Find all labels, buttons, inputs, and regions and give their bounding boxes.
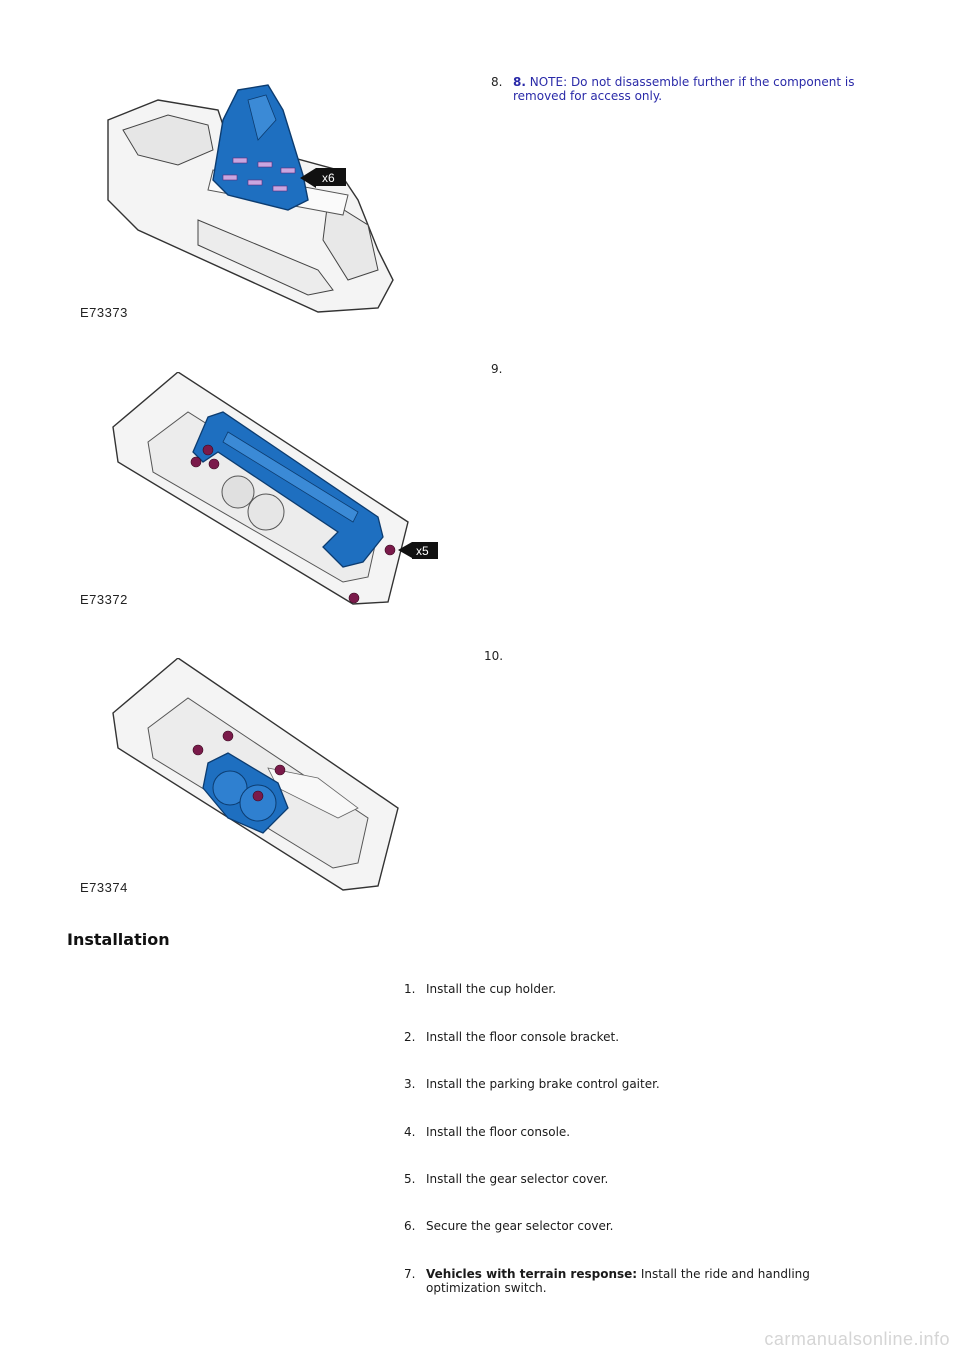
item-number: 2. xyxy=(404,1030,416,1044)
item-text: Install the parking brake control gaiter. xyxy=(426,1077,660,1091)
figure-code: E73374 xyxy=(80,880,128,895)
figure-e73374 xyxy=(78,658,438,893)
item-number: 4. xyxy=(404,1125,416,1139)
item-text: Install the floor console bracket. xyxy=(426,1030,620,1044)
item-condition: Vehicles with terrain response: xyxy=(426,1267,638,1281)
figure-e73373 xyxy=(78,80,438,320)
item-text: Secure the gear selector cover. xyxy=(426,1219,614,1233)
item-instruction: Install the ride and handling optimization switch. xyxy=(426,1267,810,1295)
item-text: Install the floor console. xyxy=(426,1125,571,1139)
step-number: 9. xyxy=(491,362,503,376)
step-number: 8. xyxy=(491,75,503,89)
note-text: NOTE: Do not disassemble further if the component is removed for access only. xyxy=(513,75,855,103)
step-8-note xyxy=(513,75,883,103)
callout-x6: x6 xyxy=(322,171,335,185)
item-number: 7. xyxy=(404,1267,416,1281)
item-number: 5. xyxy=(404,1172,416,1186)
item-number: 3. xyxy=(404,1077,416,1091)
item-number: 6. xyxy=(404,1219,416,1233)
figure-code: E73372 xyxy=(80,592,128,607)
step-number: 10. xyxy=(484,649,504,663)
figure-code: E73373 xyxy=(80,305,128,320)
watermark: carmanualsonline.info xyxy=(764,1329,950,1349)
item-text: Install the gear selector cover. xyxy=(426,1172,609,1186)
figure-e73372 xyxy=(78,372,438,607)
item-number: 1. xyxy=(404,982,416,996)
step-label: 8. xyxy=(513,75,526,89)
section-title: Installation xyxy=(67,930,170,949)
callout-x5: x5 xyxy=(416,544,429,558)
item-text xyxy=(426,1267,866,1295)
list-item xyxy=(404,1267,884,1297)
item-text: Install the cup holder. xyxy=(426,982,557,996)
